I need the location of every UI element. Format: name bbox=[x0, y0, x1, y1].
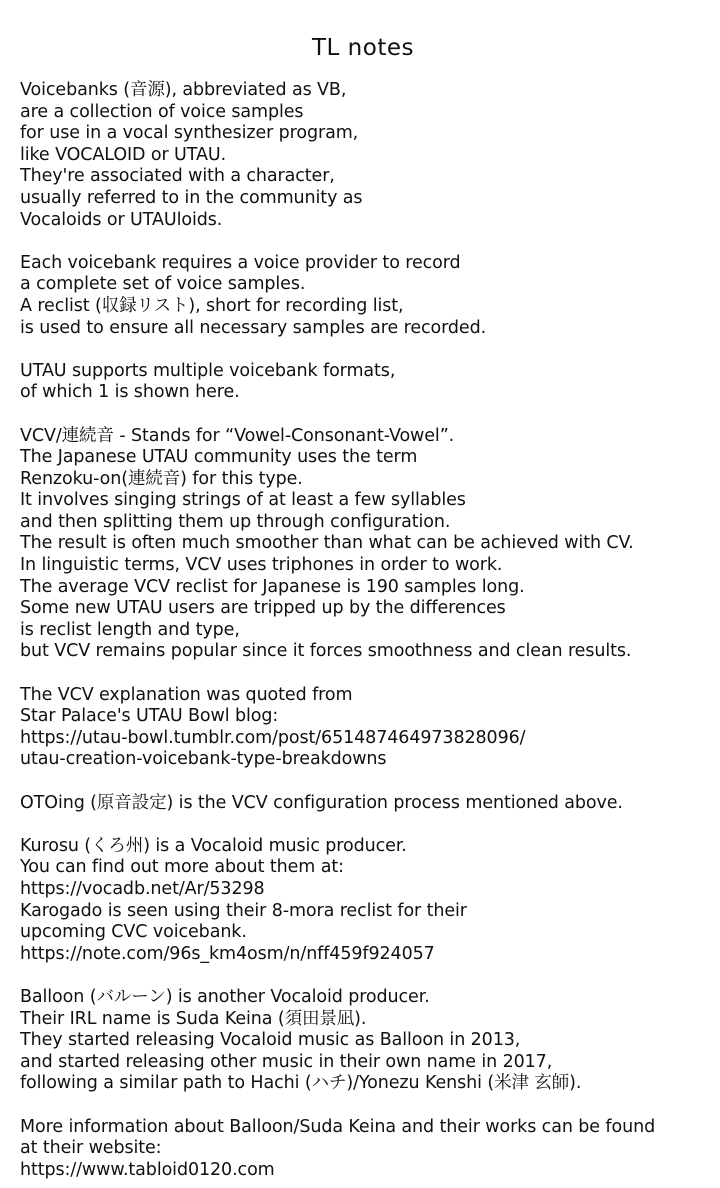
note-line: utau-creation-voicebank-type-breakdowns bbox=[20, 749, 387, 770]
note-line: Some new UTAU users are tripped up by the differences bbox=[20, 598, 506, 619]
note-line: They're associated with a character, bbox=[20, 166, 335, 187]
note-line: The Japanese UTAU community uses the term bbox=[20, 447, 418, 468]
note-line: Karogado is seen using their 8-mora reclist for their bbox=[20, 900, 467, 921]
page-title: TL notes bbox=[312, 35, 414, 61]
note-line: The average VCV reclist for Japanese is 190 samples long. bbox=[20, 576, 525, 597]
note-line: of which 1 is shown here. bbox=[20, 382, 240, 403]
note-line: UTAU supports multiple voicebank formats, bbox=[20, 360, 396, 381]
note-line: Their IRL name is Suda Keina (須田景凪). bbox=[20, 1008, 367, 1029]
note-line: Renzoku-on(連続音) for this type. bbox=[20, 468, 303, 489]
note-line: and started releasing other music in their own name in 2017, bbox=[20, 1051, 553, 1072]
note-paragraph bbox=[20, 987, 706, 1095]
note-line: upcoming CVC voicebank. bbox=[20, 922, 247, 943]
note-line: Star Palace's UTAU Bowl blog: bbox=[20, 706, 279, 727]
note-line: The result is often much smoother than what can be achieved with CV. bbox=[20, 533, 634, 554]
note-line: but VCV remains popular since it forces smoothness and clean results. bbox=[20, 641, 632, 662]
note-paragraph bbox=[20, 1117, 706, 1182]
note-paragraph bbox=[20, 685, 706, 771]
note-line: at their website: bbox=[20, 1138, 162, 1159]
note-line: A reclist (収録リスト), short for recording list, bbox=[20, 295, 404, 316]
note-line: The VCV explanation was quoted from bbox=[20, 684, 353, 705]
note-line: is used to ensure all necessary samples are recorded. bbox=[20, 317, 487, 338]
note-paragraph bbox=[20, 793, 706, 815]
note-paragraph bbox=[20, 426, 706, 664]
notes-body bbox=[20, 80, 706, 1181]
note-paragraph bbox=[20, 80, 706, 231]
note-line: You can find out more about them at: bbox=[20, 857, 344, 878]
note-line: https://utau-bowl.tumblr.com/post/651487464973828096/ bbox=[20, 727, 526, 748]
note-line: Kurosu (くろ州) is a Vocaloid music producer. bbox=[20, 835, 407, 856]
note-line: https://vocadb.net/Ar/53298 bbox=[20, 878, 265, 899]
note-line: usually referred to in the community as bbox=[20, 187, 363, 208]
note-line: Balloon (バルーン) is another Vocaloid producer. bbox=[20, 986, 430, 1007]
note-line: VCV/連続音 - Stands for “Vowel-Consonant-Vowel”. bbox=[20, 425, 455, 446]
note-line: Voicebanks (音源), abbreviated as VB, bbox=[20, 80, 347, 100]
note-line: following a similar path to Hachi (ハチ)/Yonezu Kenshi (米津 玄師). bbox=[20, 1073, 582, 1094]
note-line: are a collection of voice samples bbox=[20, 101, 304, 122]
note-line: https://www.tabloid0120.com bbox=[20, 1159, 275, 1180]
note-paragraph bbox=[20, 361, 706, 404]
note-line: and then splitting them up through configuration. bbox=[20, 511, 451, 532]
note-line: In linguistic terms, VCV uses triphones in order to work. bbox=[20, 555, 503, 576]
note-line: like VOCALOID or UTAU. bbox=[20, 144, 227, 165]
note-line: a complete set of voice samples. bbox=[20, 274, 306, 295]
note-line: They started releasing Vocaloid music as Balloon in 2013, bbox=[20, 1030, 521, 1051]
note-line: OTOing (原音設定) is the VCV configuration process mentioned above. bbox=[20, 792, 623, 813]
note-line: is reclist length and type, bbox=[20, 619, 240, 640]
note-line: Each voicebank requires a voice provider to record bbox=[20, 252, 461, 273]
note-paragraph bbox=[20, 253, 706, 339]
note-line: for use in a vocal synthesizer program, bbox=[20, 123, 359, 144]
note-line: https://note.com/96s_km4osm/n/nff459f924057 bbox=[20, 943, 435, 964]
note-line: It involves singing strings of at least a few syllables bbox=[20, 490, 466, 511]
note-paragraph bbox=[20, 836, 706, 966]
note-line: More information about Balloon/Suda Keina and their works can be found bbox=[20, 1116, 656, 1137]
note-line: Vocaloids or UTAUloids. bbox=[20, 209, 223, 230]
